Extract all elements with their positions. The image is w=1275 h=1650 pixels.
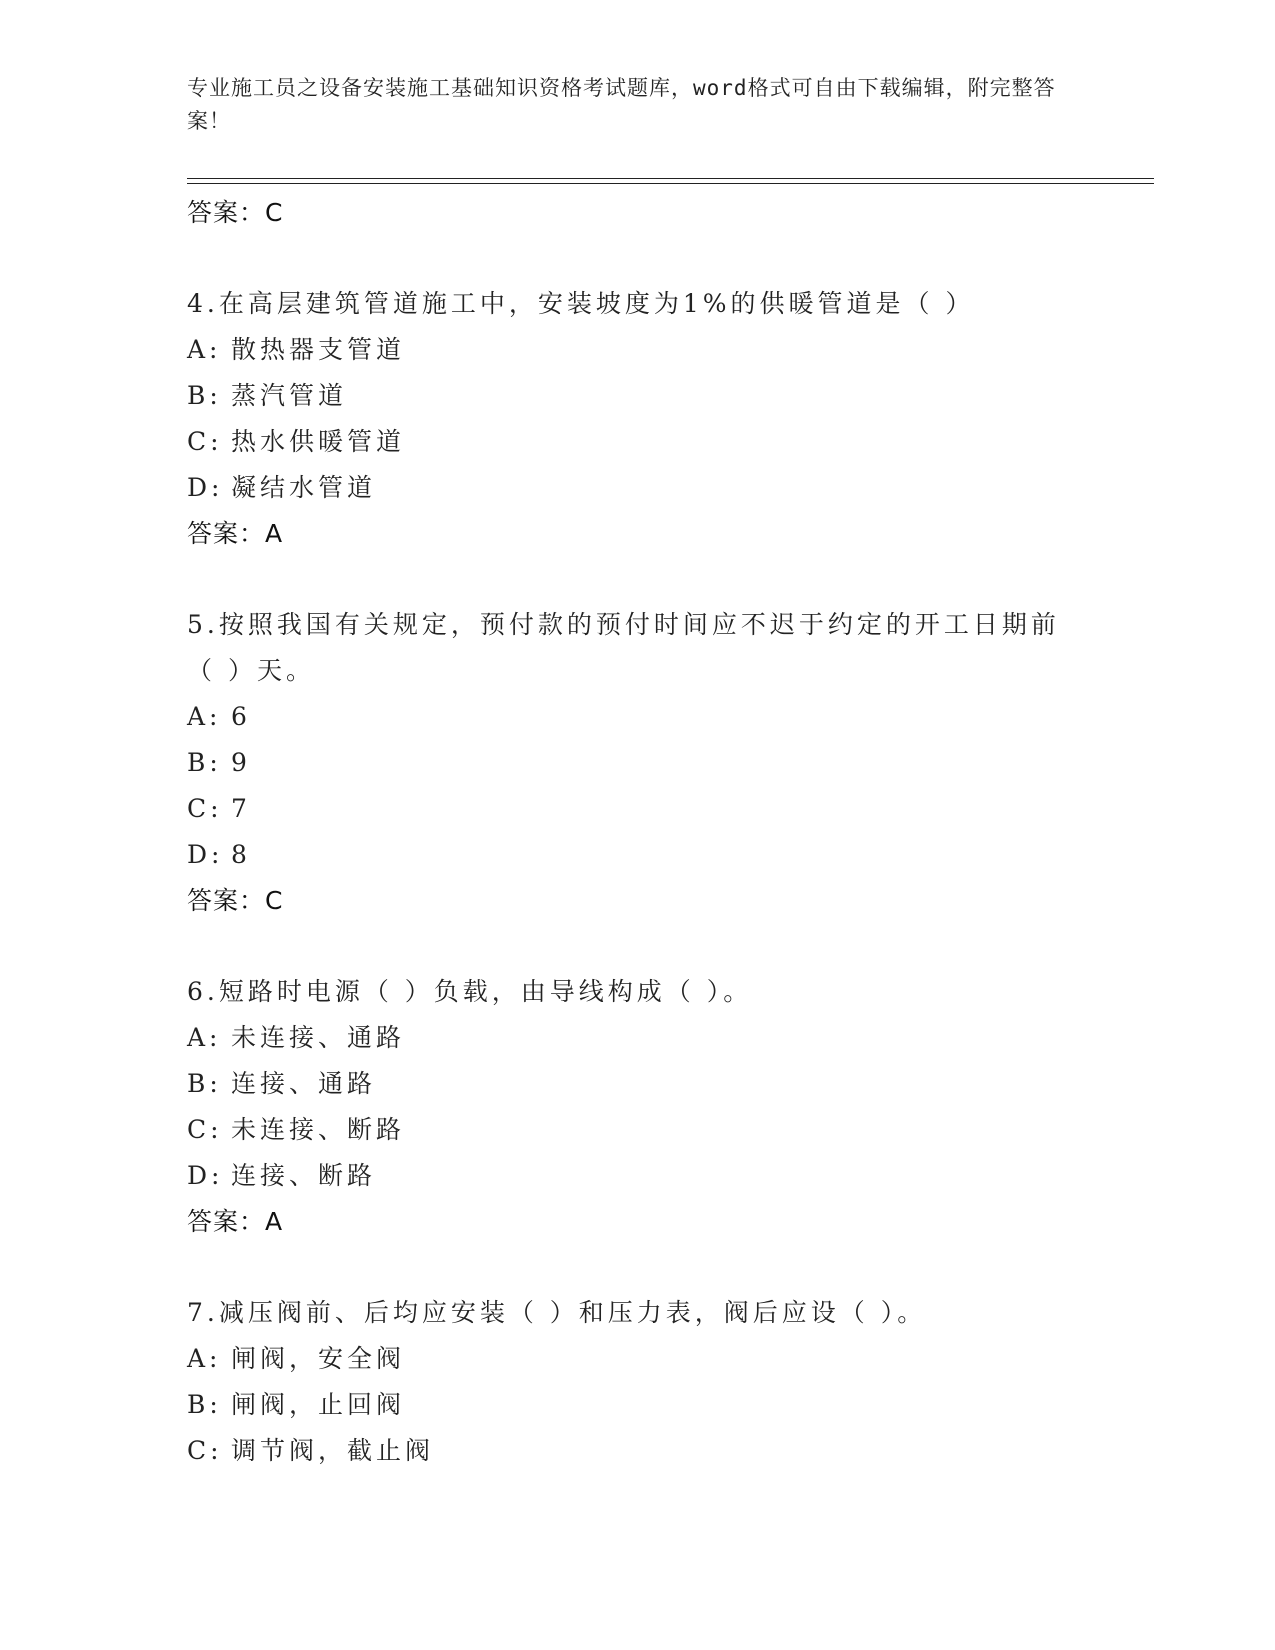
header-text: 专业施工员之设备安装施工基础知识资格考试题库，word格式可自由下载编辑，附完整答案！ xyxy=(187,76,1056,133)
option-text: 蒸汽管道 xyxy=(231,381,348,410)
question-6 xyxy=(187,969,1087,1244)
option-letter: B: xyxy=(187,381,222,410)
document-header xyxy=(187,72,1087,138)
option-text: 连接、断路 xyxy=(231,1161,377,1190)
option-letter: B: xyxy=(187,1069,222,1098)
option-letter: A: xyxy=(187,1344,222,1373)
option-text: 9 xyxy=(231,748,251,777)
question-text: 5.按照我国有关规定，预付款的预付时间应不迟于约定的开工日期前（ ）天。 xyxy=(187,610,1060,685)
option-c xyxy=(187,786,1087,832)
question-text: 6.短路时电源（ ）负载，由导线构成（ ）。 xyxy=(187,977,753,1006)
option-c xyxy=(187,419,1087,465)
question-5 xyxy=(187,602,1087,923)
option-letter: A: xyxy=(187,702,222,731)
option-text: 连接、通路 xyxy=(231,1069,377,1098)
option-d xyxy=(187,832,1087,878)
option-text: 闸阀，安全阀 xyxy=(231,1344,406,1373)
question-7 xyxy=(187,1290,1087,1474)
option-letter: C: xyxy=(187,427,223,456)
option-a xyxy=(187,1015,1087,1061)
option-letter: B: xyxy=(187,1390,222,1419)
option-text: 6 xyxy=(231,702,251,731)
option-letter: A: xyxy=(187,1023,222,1052)
question-text: 7.减压阀前、后均应安装（ ）和压力表，阀后应设（ ）。 xyxy=(187,1298,927,1327)
option-letter: B: xyxy=(187,748,222,777)
option-letter: D: xyxy=(187,840,224,869)
option-a xyxy=(187,327,1087,373)
option-text: 凝结水管道 xyxy=(231,473,377,502)
answer: 答案：A xyxy=(187,1207,284,1236)
option-text: 闸阀，止回阀 xyxy=(231,1390,406,1419)
option-b xyxy=(187,740,1087,786)
option-b xyxy=(187,1061,1087,1107)
answer: 答案：C xyxy=(187,886,284,915)
option-letter: A: xyxy=(187,335,222,364)
option-d xyxy=(187,465,1087,511)
header-rule-top xyxy=(187,178,1154,179)
option-letter: C: xyxy=(187,1115,223,1144)
option-letter: C: xyxy=(187,794,223,823)
question-list xyxy=(187,190,1087,1474)
option-text: 未连接、通路 xyxy=(231,1023,406,1052)
option-text: 热水供暖管道 xyxy=(231,427,406,456)
previous-answer: 答案：C xyxy=(187,198,284,227)
option-letter: C: xyxy=(187,1436,223,1465)
option-text: 调节阀，截止阀 xyxy=(231,1436,435,1465)
option-a xyxy=(187,694,1087,740)
option-text: 7 xyxy=(231,794,251,823)
option-text: 未连接、断路 xyxy=(231,1115,406,1144)
option-b xyxy=(187,1382,1087,1428)
option-d xyxy=(187,1153,1087,1199)
option-b xyxy=(187,373,1087,419)
option-letter: D: xyxy=(187,473,224,502)
header-rule-bottom xyxy=(187,183,1154,184)
option-text: 8 xyxy=(231,840,251,869)
option-c xyxy=(187,1107,1087,1153)
option-letter: D: xyxy=(187,1161,224,1190)
option-a xyxy=(187,1336,1087,1382)
option-text: 散热器支管道 xyxy=(231,335,406,364)
question-text: 4.在高层建筑管道施工中，安装坡度为1%的供暖管道是（ ） xyxy=(187,289,975,318)
question-4 xyxy=(187,281,1087,556)
answer: 答案：A xyxy=(187,519,284,548)
option-c xyxy=(187,1428,1087,1474)
